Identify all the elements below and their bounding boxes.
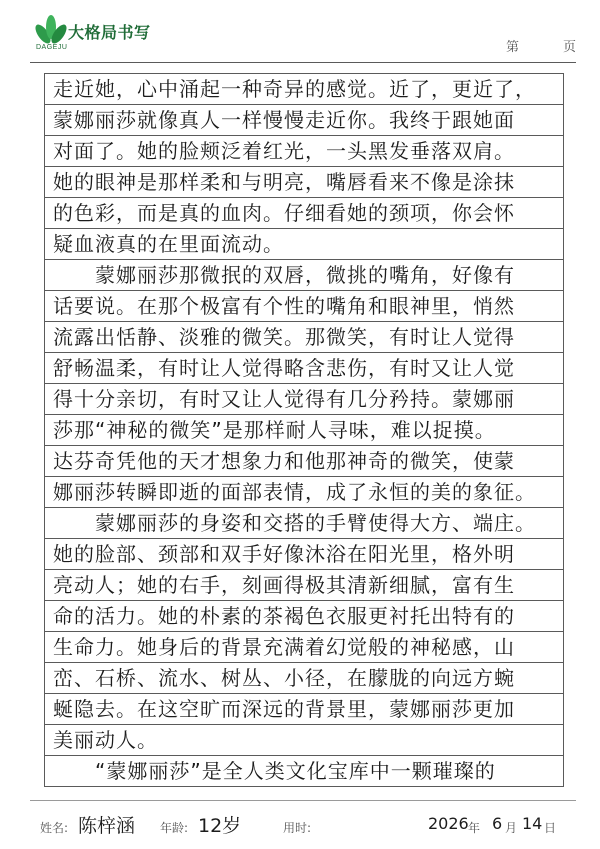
age-label: 年龄: bbox=[160, 821, 189, 835]
handwritten-text-line: 娜丽莎转瞬即逝的面部表情，成了永恒的美的象征。 bbox=[53, 480, 536, 504]
ruled-line bbox=[45, 322, 563, 353]
handwritten-text-line: 蒙娜丽莎就像真人一样慢慢走近你。我终于跟她面 bbox=[53, 108, 515, 132]
ruled-line bbox=[45, 725, 563, 756]
handwritten-text-line: “蒙娜丽莎”是全人类文化宝库中一颗璀璨的 bbox=[95, 759, 496, 783]
handwritten-text-line: 蜒隐去。在这空旷而深远的背景里，蒙娜丽莎更加 bbox=[53, 697, 515, 721]
ruled-line bbox=[45, 756, 563, 787]
date-month-unit: 月 bbox=[505, 821, 518, 835]
ruled-line bbox=[45, 384, 563, 415]
brand-logo bbox=[34, 10, 164, 56]
handwritten-text-line: 对面了。她的脸颊泛着红光，一头黑发垂落双肩。 bbox=[53, 139, 515, 163]
ruled-line bbox=[45, 446, 563, 477]
handwritten-text-line: 亮动人；她的右手，刻画得极其清新细腻，富有生 bbox=[53, 573, 515, 597]
brand-name: 大格局书写 bbox=[68, 23, 151, 42]
ruled-line bbox=[45, 105, 563, 136]
ruled-line bbox=[45, 632, 563, 663]
page-number-field bbox=[506, 36, 576, 55]
date-month: 6 bbox=[492, 814, 503, 833]
date-day-unit: 日 bbox=[544, 821, 557, 835]
ruled-line bbox=[45, 260, 563, 291]
ruled-line bbox=[45, 601, 563, 632]
ruled-line bbox=[45, 353, 563, 384]
handwritten-text-line: 她的眼神是那样柔和与明亮，嘴唇看来不像是涂抹 bbox=[53, 170, 515, 194]
handwritten-text-line: 莎那“神秘的微笑”是那样耐人寻味，难以捉摸。 bbox=[53, 418, 496, 442]
name-label: 姓名: bbox=[40, 821, 69, 835]
ruled-line bbox=[45, 198, 563, 229]
handwritten-text-line: 话要说。在那个极富有个性的嘴角和眼神里，悄然 bbox=[53, 294, 515, 318]
ruled-line bbox=[45, 570, 563, 601]
handwritten-text-line: 走近她，心中涌起一种奇异的感觉。近了，更近了， bbox=[53, 77, 536, 101]
date-year-unit: 年 bbox=[468, 821, 481, 835]
handwritten-text-line: 的色彩，而是真的血肉。仔细看她的颈项，你会怀 bbox=[53, 201, 515, 225]
handwritten-text-line: 舒畅温柔，有时让人觉得略含悲伤，有时又让人觉 bbox=[53, 356, 515, 380]
handwritten-text-line: 命的活力。她的朴素的茶褐色衣服更衬托出特有的 bbox=[53, 604, 515, 628]
date-day: 14 bbox=[522, 814, 543, 833]
ruled-line bbox=[45, 694, 563, 725]
ruled-writing-area bbox=[44, 73, 564, 787]
handwritten-text-line: 蒙娜丽莎那微抿的双唇，微挑的嘴角，好像有 bbox=[95, 263, 515, 287]
page-label-prefix: 第 bbox=[506, 40, 520, 55]
ruled-line bbox=[45, 663, 563, 694]
ruled-line bbox=[45, 291, 563, 322]
ruled-line bbox=[45, 136, 563, 167]
handwritten-text-line: 流露出恬静、淡雅的微笑。那微笑，有时让人觉得 bbox=[53, 325, 515, 349]
ruled-line bbox=[45, 229, 563, 260]
footer-divider bbox=[30, 800, 576, 801]
handwritten-text-line: 得十分亲切，有时又让人觉得有几分矜持。蒙娜丽 bbox=[53, 387, 515, 411]
header-divider bbox=[30, 62, 576, 63]
ruled-line bbox=[45, 74, 563, 105]
ruled-line bbox=[45, 508, 563, 539]
page-label-suffix: 页 bbox=[562, 40, 576, 55]
brand-subtext: DAGEJU bbox=[36, 44, 68, 51]
handwritten-text-line: 美丽动人。 bbox=[53, 728, 158, 752]
handwritten-text-line: 达芬奇凭他的天才想象力和他那神奇的微笑，使蒙 bbox=[53, 449, 515, 473]
ruled-line bbox=[45, 477, 563, 508]
ruled-line bbox=[45, 539, 563, 570]
ruled-line bbox=[45, 167, 563, 198]
date-year: 2026 bbox=[428, 814, 469, 833]
time-label: 用时: bbox=[283, 821, 312, 835]
student-age: 12岁 bbox=[198, 815, 242, 837]
handwritten-text-line: 蒙娜丽莎的身姿和交搭的手臂使得大方、端庄。 bbox=[95, 511, 536, 535]
student-name: 陈梓涵 bbox=[78, 815, 136, 837]
handwritten-text-line: 她的脸部、颈部和双手好像沐浴在阳光里，格外明 bbox=[53, 542, 515, 566]
handwritten-text-line: 疑血液真的在里面流动。 bbox=[53, 232, 284, 256]
handwritten-text-line: 峦、石桥、流水、树丛、小径，在朦胧的向远方蜿 bbox=[53, 666, 515, 690]
ruled-line bbox=[45, 415, 563, 446]
handwritten-text-line: 生命力。她身后的背景充满着幻觉般的神秘感，山 bbox=[53, 635, 515, 659]
